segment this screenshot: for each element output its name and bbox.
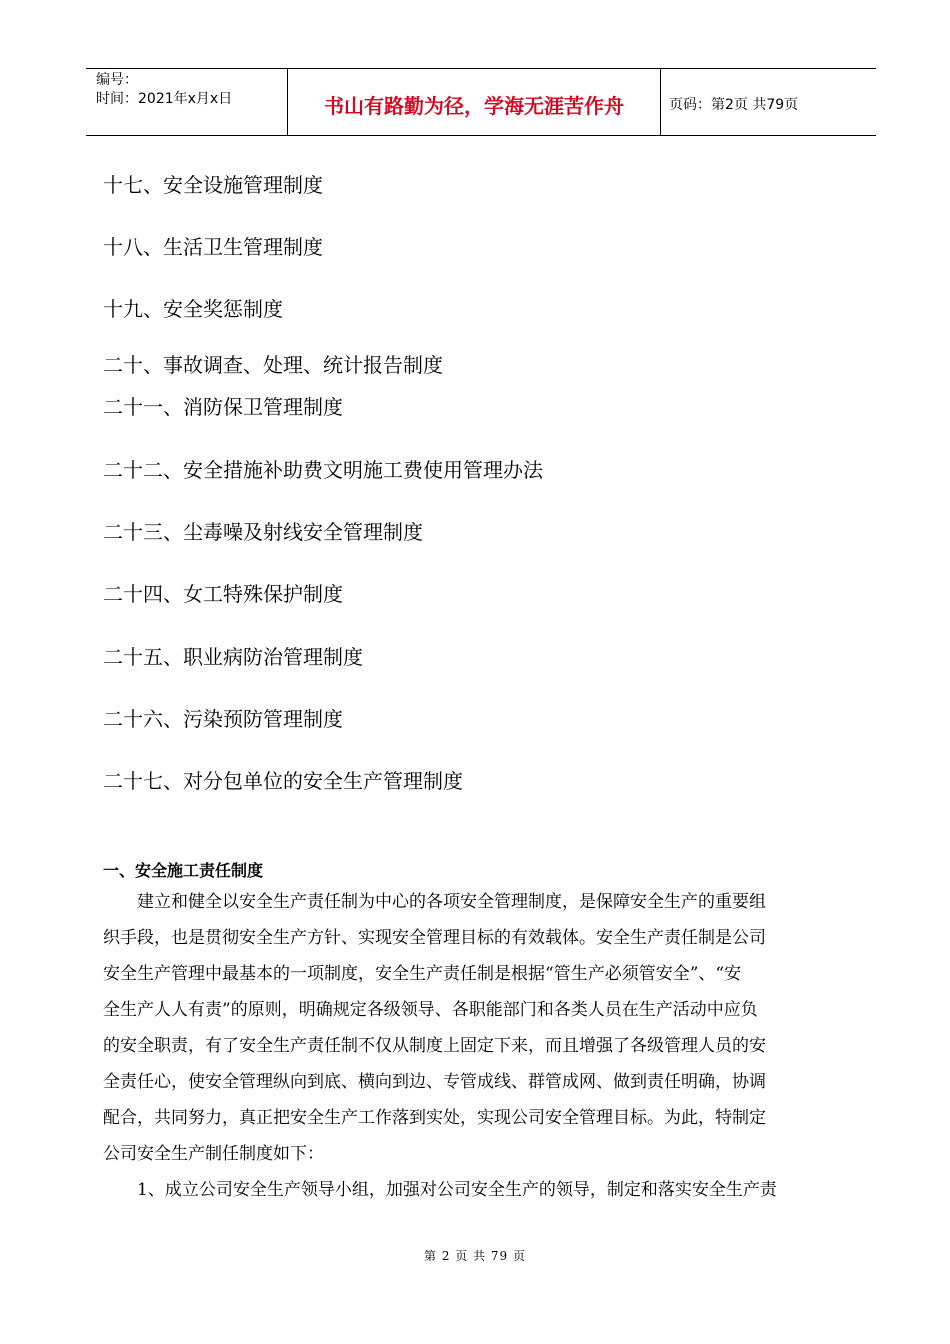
- header-page-info: 页码：第2页 共79页: [669, 97, 799, 113]
- header-meta: [86, 69, 288, 135]
- paragraph-line: 安全生产管理中最基本的一项制度，安全生产责任制是根据“管生产必须管安全”、“安: [103, 964, 742, 984]
- header-number-label: 编号：: [96, 72, 138, 88]
- toc-item: 二十六、污染预防管理制度: [103, 707, 343, 731]
- header-time-label: 时间：2021年x月x日: [96, 91, 233, 107]
- toc-item: 二十三、尘毒噪及射线安全管理制度: [103, 520, 423, 544]
- page-footer: 第 2 页 共 79 页: [424, 1249, 526, 1263]
- paragraph-line: 的安全职责，有了安全生产责任制不仅从制度上固定下来，而且增强了各级管理人员的安: [103, 1036, 766, 1056]
- toc-item: 二十一、消防保卫管理制度: [103, 395, 343, 419]
- section-heading: 一、安全施工责任制度: [103, 861, 264, 880]
- page-header: [86, 68, 876, 136]
- paragraph-line: 1、成立公司安全生产领导小组，加强对公司安全生产的领导，制定和落实安全生产责: [137, 1180, 777, 1200]
- toc-item: 二十五、职业病防治管理制度: [103, 645, 363, 669]
- toc-item: 二十二、安全措施补助费文明施工费使用管理办法: [103, 458, 543, 482]
- header-motto: 书山有路勤为径，学海无涯苦作舟: [288, 69, 661, 135]
- paragraph-line: 全责任心，使安全管理纵向到底、横向到边、专管成线、群管成网、做到责任明确，协调: [103, 1072, 766, 1092]
- paragraph-line: 建立和健全以安全生产责任制为中心的各项安全管理制度，是保障安全生产的重要组: [137, 892, 766, 912]
- paragraph-line: 织手段，也是贯彻安全生产方针、实现安全管理目标的有效载体。安全生产责任制是公司: [103, 928, 766, 948]
- paragraph-line: 公司安全生产制任制度如下：: [103, 1144, 324, 1164]
- paragraph-line: 全生产人人有责”的原则，明确规定各级领导、各职能部门和各类人员在生产活动中应负: [103, 1000, 758, 1020]
- toc-item: 二十七、对分包单位的安全生产管理制度: [103, 769, 463, 793]
- paragraph-line: 配合，共同努力，真正把安全生产工作落到实处，实现公司安全管理目标。为此，特制定: [103, 1108, 766, 1128]
- toc-item: 二十、事故调查、处理、统计报告制度: [103, 353, 443, 377]
- toc-item: 十九、安全奖惩制度: [103, 297, 283, 321]
- toc-item: 十七、安全设施管理制度: [103, 173, 323, 197]
- toc-item: 十八、生活卫生管理制度: [103, 235, 323, 259]
- toc-item: 二十四、女工特殊保护制度: [103, 582, 343, 606]
